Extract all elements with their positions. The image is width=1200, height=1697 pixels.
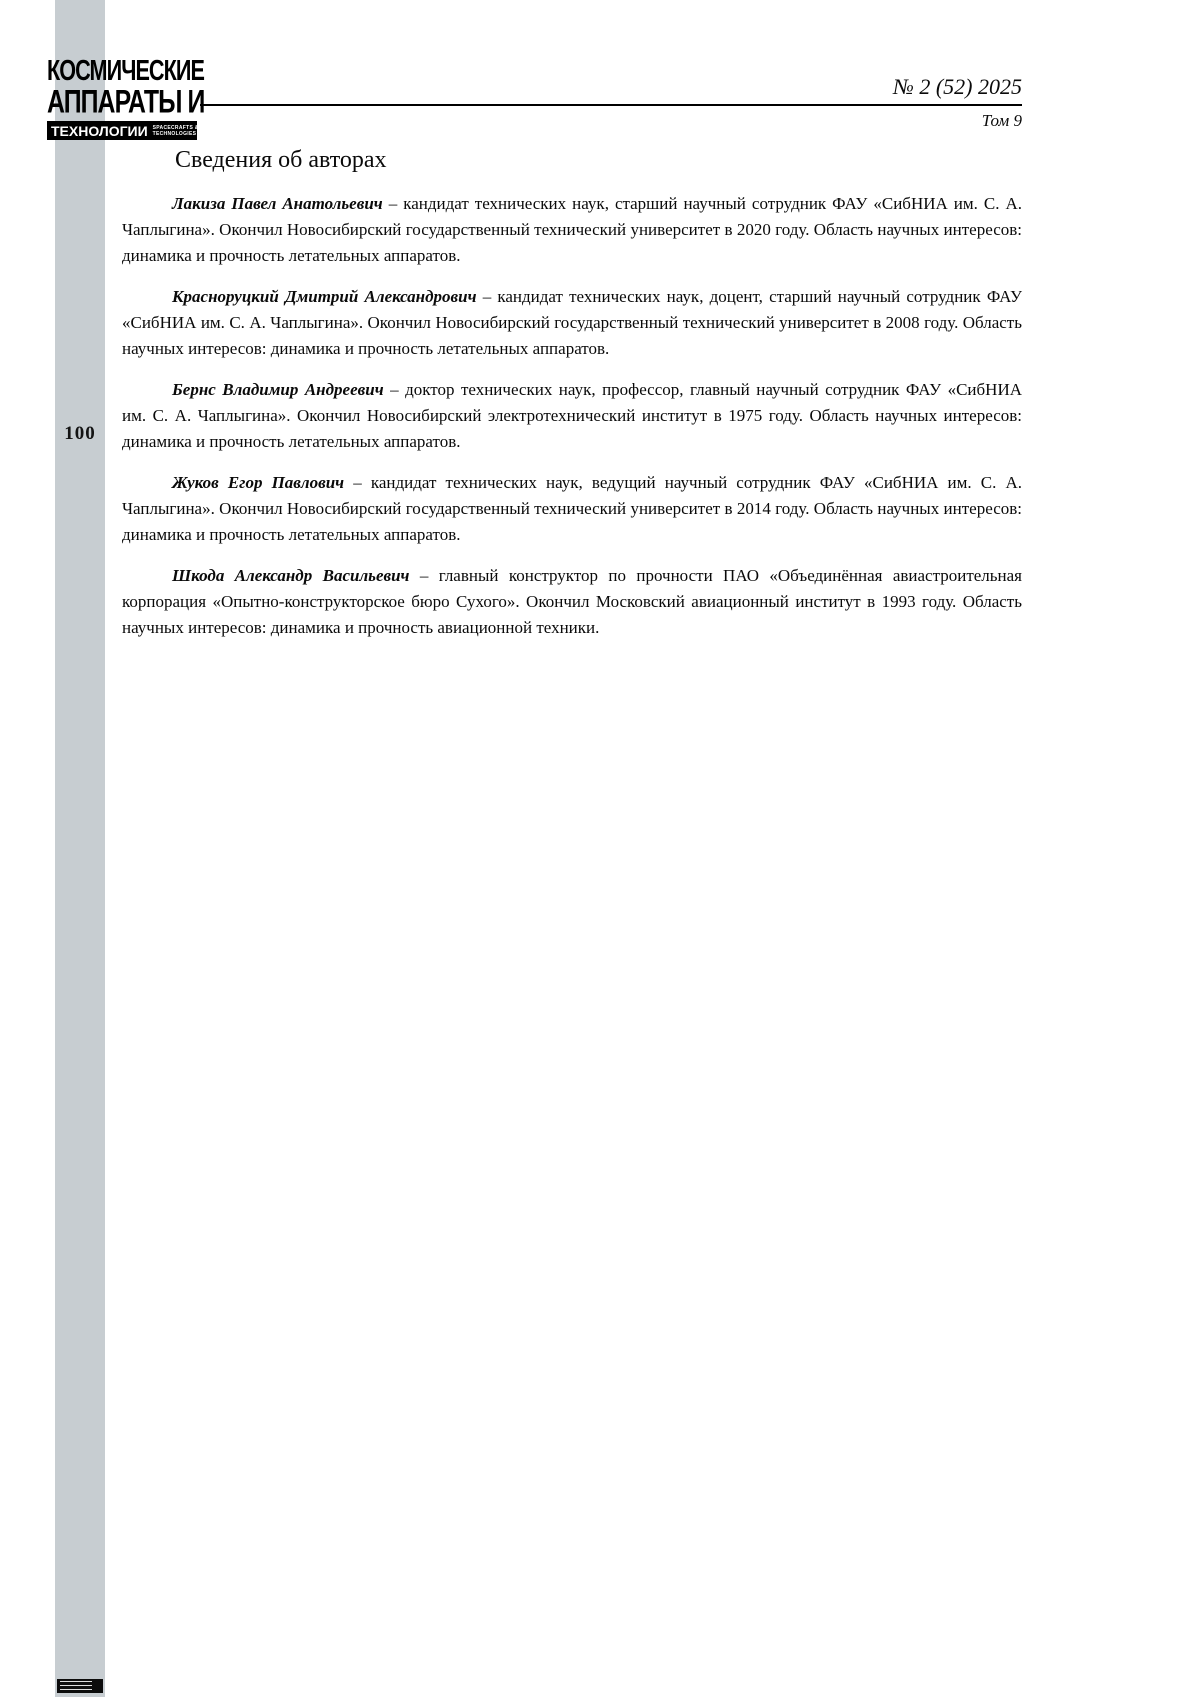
header-rule [200,104,1022,106]
author-bio: – кандидат технических наук, старший научный сотрудник ФАУ «СибНИА им. С. А. Чаплыгина». Окончил Новосибирский государственный технический университет в 2020 году. Область научных интересов: динамика и прочность летательных аппаратов. [122,194,1023,265]
journal-logo [47,53,218,140]
authors-section [122,191,1022,656]
left-margin-band [55,0,105,1697]
logo-subtitle-line2: TECHNOLOGIES [152,131,197,137]
author-entry [122,284,1022,362]
author-bio: – кандидат технических наук, ведущий научный сотрудник ФАУ «СибНИА им. С. А. Чаплыгина». Окончил Новосибирский государственный технический университет в 2014 году. Область научных интересов: динамика и прочность летательных аппаратов. [122,473,1022,544]
page-title: Сведения об авторах [175,147,387,173]
volume-number: Том 9 [981,111,1022,130]
author-bio: – кандидат технических наук, доцент, старший научный сотрудник ФАУ «СибНИА им. С. А. Чаплыгина». Окончил Новосибирский государственный технический университет в 2008 году. Область научных интересов: динамика и прочность летательных аппаратов. [122,287,1022,358]
author-entry [122,377,1022,455]
author-name: Красноруцкий Дмитрий Александрович [172,287,477,306]
logo-title-line3-text: ТЕХНОЛОГИИ [51,123,148,139]
footer-logo-mark [57,1679,103,1693]
logo-subtitle-line1: SPACECRAFTS & [152,125,199,131]
logo-title-line1: КОСМИЧЕСКИЕ [47,53,204,86]
author-name: Бернс Владимир Андреевич [172,380,384,399]
author-entry [122,563,1022,641]
issue-number: № 2 (52) 2025 [893,74,1022,99]
author-entry [122,191,1022,269]
author-name: Лакиза Павел Анатольевич [172,194,383,213]
author-name: Шкода Александр Васильевич [172,566,410,585]
page-number: 100 [64,423,96,444]
logo-subtitle [153,125,199,137]
logo-title-line2: АППАРАТЫ И [47,83,205,120]
logo-title-line3 [47,121,197,140]
author-bio: – доктор технических наук, профессор, главный научный сотрудник ФАУ «СибНИА им. С. А. Чаплыгина». Окончил Новосибирский электротехнический институт в 1975 году. Область научных интересов: динамика и прочность летательных аппаратов. [122,380,1023,451]
author-entry [122,470,1022,548]
author-bio: – главный конструктор по прочности ПАО «Объединённая авиастроительная корпорация «Опытно-конструкторское бюро Сухого». Окончил Московский авиационный институт в 1993 году. Область научных интересов: динамика и прочность авиационной техники. [122,566,1022,637]
author-name: Жуков Егор Павлович [172,473,345,492]
